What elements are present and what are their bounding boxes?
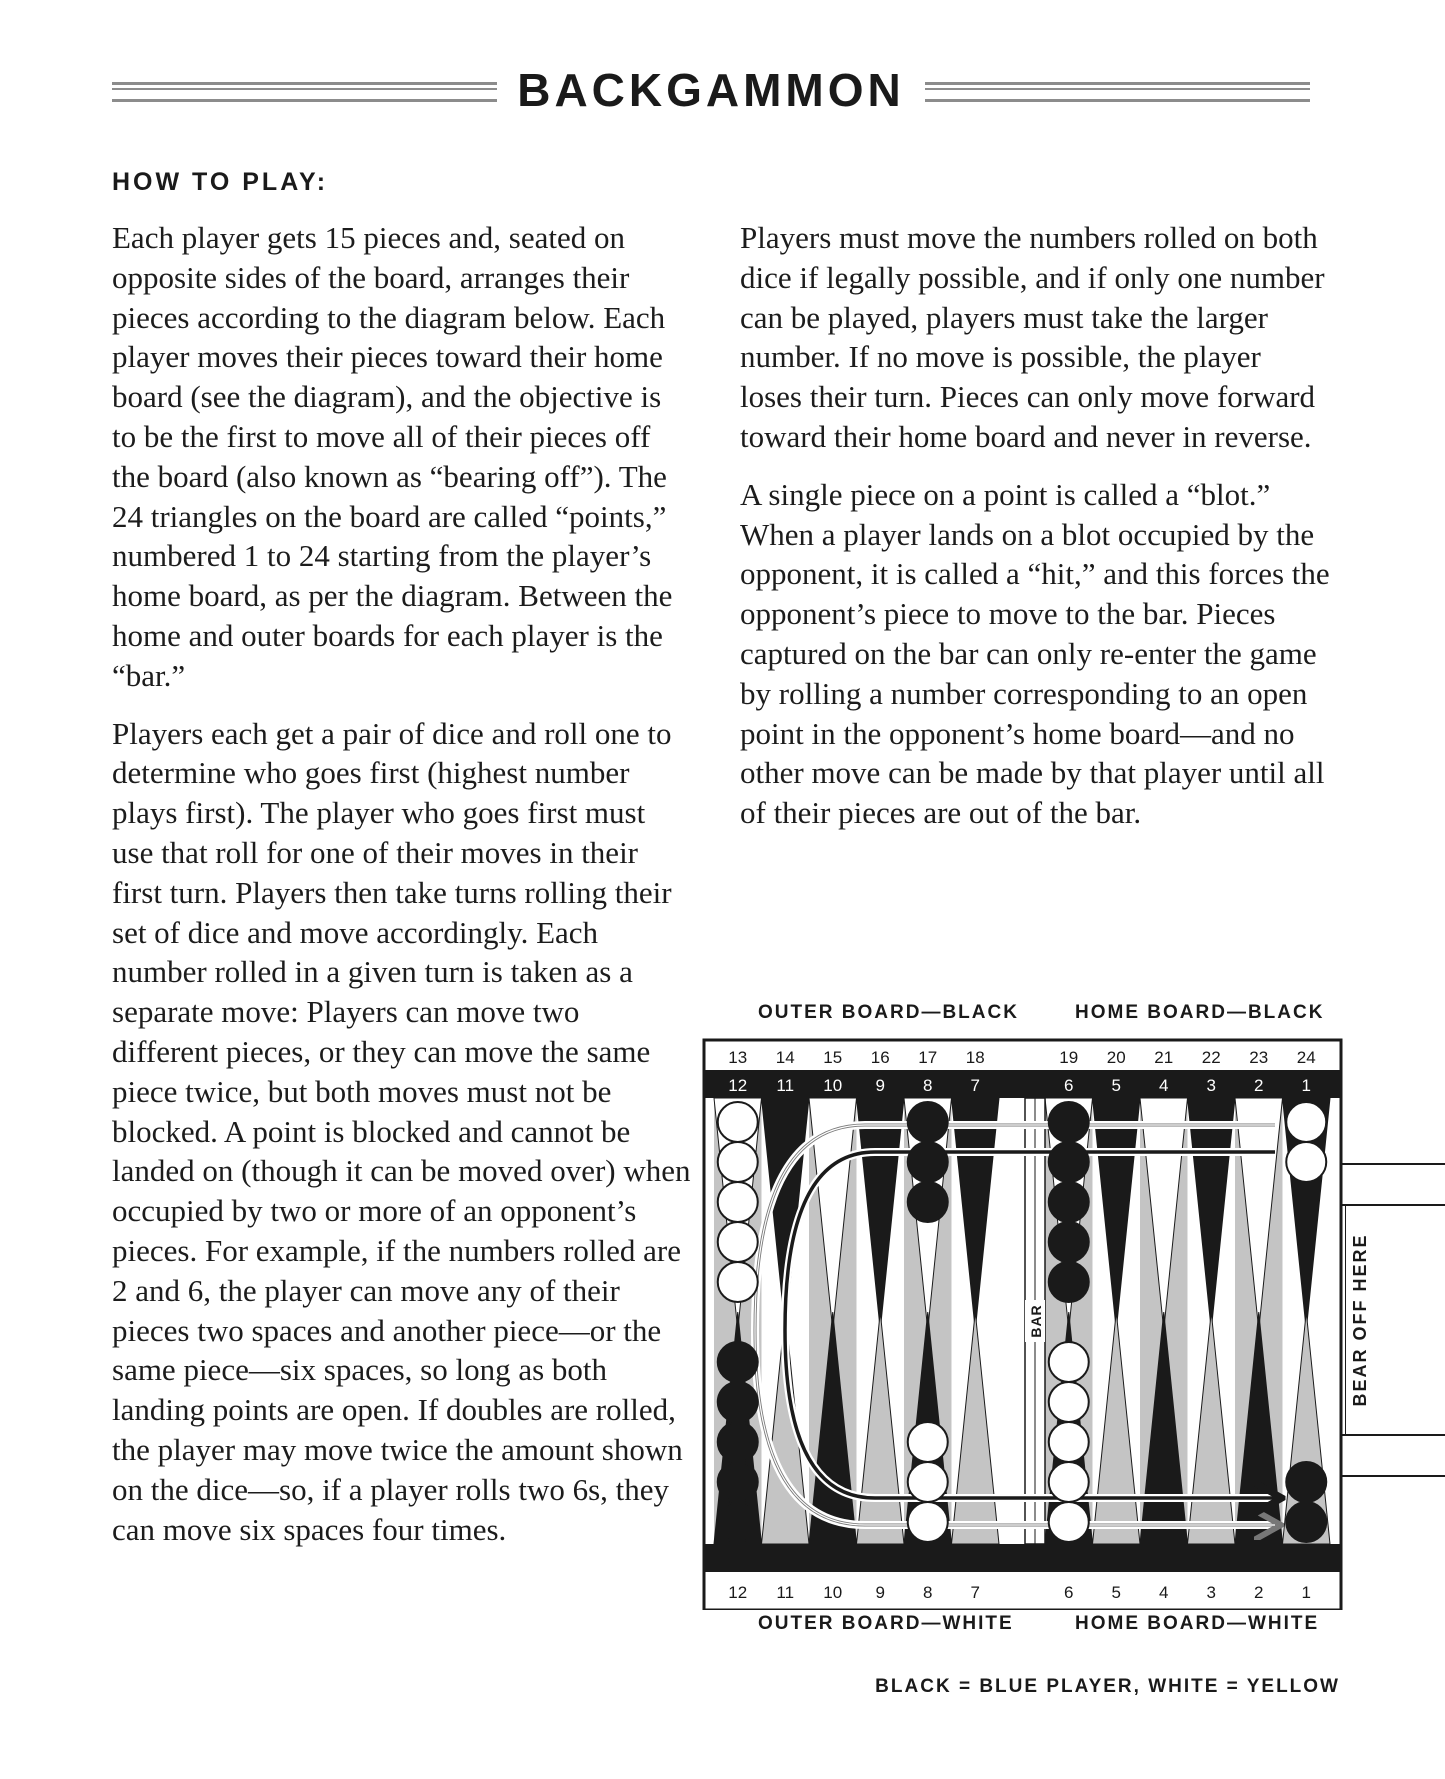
white-checker [1049,1342,1089,1382]
title-block [112,60,1310,120]
backgammon-board-diagram [700,1030,1345,1610]
point-number: 3 [1206,1583,1216,1602]
black-checker [718,1382,758,1422]
black-checker [1049,1262,1089,1302]
white-checker [1049,1382,1089,1422]
black-checker [1049,1102,1089,1142]
black-checker [1049,1182,1089,1222]
paragraph: Each player gets 15 pieces and, seated on opposite sides of the board, arranges their pieces according to the diagram below. Each player moves their pieces toward their home board (see the diagram), and the objective is to be the first to move all of their pieces off the board (also known as “bearing off”). The 24 triangles on the board are called “points,” numbered 1 to 24 starting from the player’s home board, as per the diagram. Between the home and outer boards for each player is the “bar.” [112,220,673,693]
point-number: 10 [823,1076,843,1095]
point-number: 1 [1301,1583,1311,1602]
point-number: 2 [1254,1583,1264,1602]
white-checker [1049,1462,1089,1502]
paragraph: A single piece on a point is called a “blot.” When a player lands on a blot occupied by the opponent, it is called a “hit,” and this forces the opponent’s piece to move to the bar. Pieces captured on the bar can only re-enter the game by rolling a number corresponding to an open point in the opponent’s home board—and no other move can be made by that player until all of their pieces are out of the bar. [740,476,1330,831]
bear-off-label: BEAR OFF HERE [1350,1233,1370,1407]
white-checker [718,1182,758,1222]
top-number-band [704,1070,1341,1098]
point-number: 7 [970,1583,980,1602]
black-checker [1286,1502,1326,1542]
point-number: 15 [823,1048,843,1067]
point-number: 4 [1159,1076,1169,1095]
black-checker [718,1502,758,1542]
point-number: 16 [870,1048,890,1067]
point-number: 4 [1159,1583,1169,1602]
black-checker [1286,1462,1326,1502]
black-checker [908,1182,948,1222]
label-home-board-white: HOME BOARD—WHITE [1075,1613,1320,1634]
point-number: 8 [923,1583,933,1602]
point-number: 14 [775,1048,795,1067]
point-number: 9 [875,1583,885,1602]
label-outer-board-white: OUTER BOARD—WHITE [758,1613,1014,1634]
paragraph: Players must move the numbers rolled on both dice if legally possible, and if only one number can be played, players must take the larger number. If no move is possible, the player loses their turn. Pieces can only move forward toward their home board and never in reverse. [740,220,1325,454]
point-number: 19 [1059,1048,1079,1067]
white-checker [1049,1502,1089,1542]
point-number: 11 [776,1076,795,1095]
point-number: 12 [728,1583,748,1602]
white-checker [718,1102,758,1142]
point-number: 11 [776,1583,795,1602]
bar-label: BAR [1028,1304,1044,1338]
point-number: 9 [875,1076,885,1095]
point-number: 22 [1201,1048,1221,1067]
point-number: 5 [1111,1076,1121,1095]
white-checker [1049,1422,1089,1462]
black-checker [718,1422,758,1462]
white-checker [718,1222,758,1262]
point-number: 1 [1301,1076,1311,1095]
white-checker [718,1142,758,1182]
point-number: 20 [1106,1048,1126,1067]
paragraph: Players each get a pair of dice and roll one to determine who goes first (highest number plays first). The player who goes first must use that roll for one of their moves in their first turn. Players then take turns rolling their set of dice and move accordingly. Each number rolled in a given turn is taken as a separate move: Players can move two different pieces, or they can move the same piece twice, but both moves must not be blocked. A point is blocked and cannot be landed on (though it can be moved over) when occupied by two or more of an opponent’s pieces. For example, if the numbers rolled are 2 and 6, the player can move any of their pieces two spaces and another piece—or the same piece—six spaces, so long as both landing points are open. If doubles are rolled, the player may move twice the amount shown on the dice—so, if a player rolls two 6s, they can move six spaces four times. [112,715,691,1547]
label-home-board-black: HOME BOARD—BLACK [1075,1002,1325,1023]
white-checker [1286,1142,1326,1182]
section-heading: HOW TO PLAY: [112,168,329,196]
white-checker [908,1422,948,1462]
point-number: 17 [918,1048,938,1067]
black-checker [908,1102,948,1142]
point-number: 23 [1249,1048,1269,1067]
point-number: 7 [970,1076,980,1095]
white-checker [718,1262,758,1302]
black-checker [908,1142,948,1182]
point-number: 6 [1064,1076,1074,1095]
point-number: 13 [728,1048,748,1067]
left-column [112,218,692,1567]
point-number: 10 [823,1583,843,1602]
point-number: 3 [1206,1076,1216,1095]
black-checker [718,1342,758,1382]
black-checker [718,1462,758,1502]
point-number: 21 [1154,1048,1174,1067]
point-number: 12 [728,1076,748,1095]
point-number: 5 [1111,1583,1121,1602]
label-outer-board-black: OUTER BOARD—BLACK [758,1002,1019,1023]
point-number: 8 [923,1076,933,1095]
point-number: 6 [1064,1583,1074,1602]
point-number: 18 [965,1048,985,1067]
bottom-number-band [704,1544,1341,1572]
black-checker [1049,1142,1089,1182]
white-checker [1286,1102,1326,1142]
right-column [740,218,1330,851]
point-number: 24 [1296,1048,1316,1067]
color-legend: BLACK = BLUE PLAYER, WHITE = YELLOW [875,1676,1340,1697]
point-number: 2 [1254,1076,1264,1095]
page-title: BACKGAMMON [517,64,905,116]
white-checker [908,1462,948,1502]
white-checker [908,1502,948,1542]
bear-off-area [1345,1150,1445,1500]
black-checker [1049,1222,1089,1262]
